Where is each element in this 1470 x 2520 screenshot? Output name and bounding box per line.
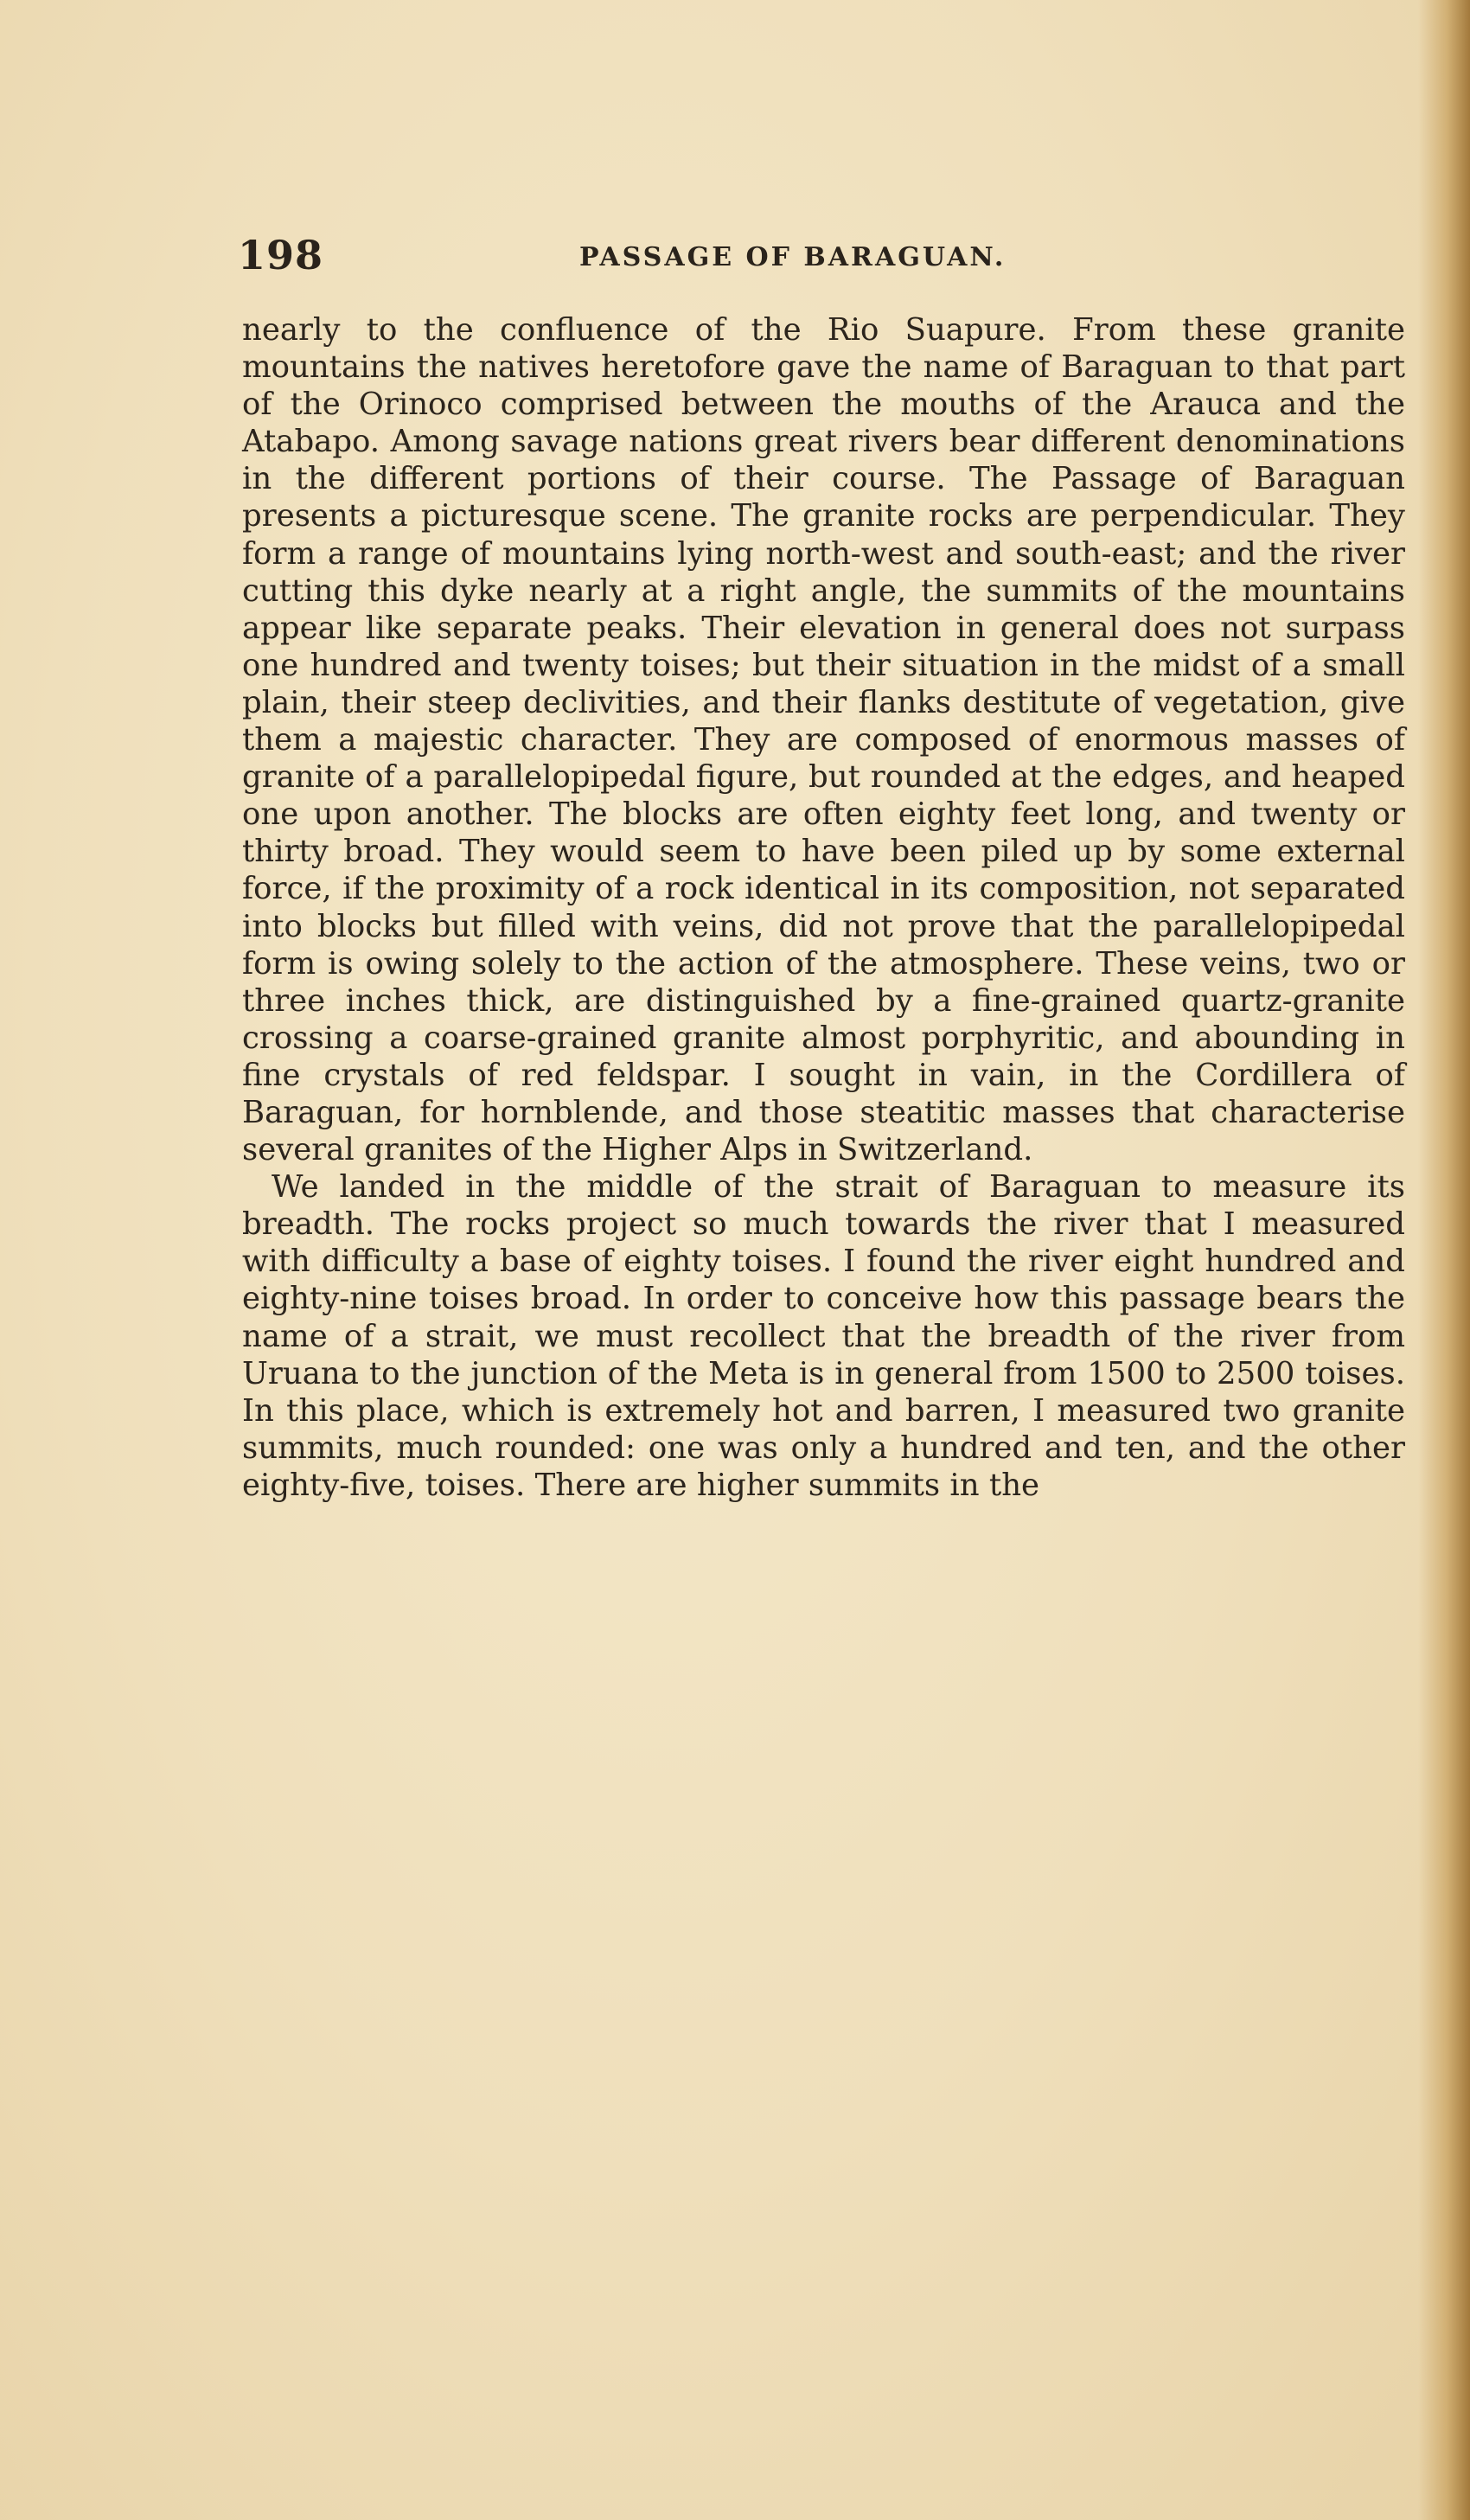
page-edge-shading xyxy=(1418,0,1470,2520)
paragraph-2: We landed in the middle of the strait of Baraguan to measure its breadth. The rocks project so much towards the river that I measured with difficulty a base of eighty toises. I found the river eight hundred and eighty-nine toises broad. In order to conceive how this passage bears the name of a strait, we must recollect that the breadth of the river from Uruana to the junction of the Meta is in general from 1500 to 2500 toises. In this place, which is extremely hot and barren, I measured two granite summits, much rounded: one was only a hundred and ten, and the other eighty-five, toises. There are higher summits in the xyxy=(242,1169,1405,1503)
body-text xyxy=(242,311,1405,1504)
running-title: PASSAGE OF BARAGUAN. xyxy=(579,242,1007,272)
paragraph-1: nearly to the confluence of the Rio Suapure. From these granite mountains the natives heretofore gave the name of Baraguan to that part of the Orinoco comprised between the mouths of the Arauca and the Atabapo. Among savage nations great rivers bear different denominations in the different portions of their course. The Passage of Baraguan presents a picturesque scene. The granite rocks are perpendicular. They form a range of mountains lying north-west and south-east; and the river cutting this dyke nearly at a right angle, the summits of the mountains appear like separate peaks. Their elevation in general does not surpass one hundred and twenty toises; but their situation in the midst of a small plain, their steep declivities, and their flanks destitute of vegetation, give them a majestic character. They are composed of enormous masses of granite of a parallelopipedal figure, but rounded at the edges, and heaped one upon another. The blocks are often eighty feet long, and twenty or thirty broad. They would seem to have been piled up by some external force, if the proximity of a rock identical in its composition, not separated into blocks but filled with veins, did not prove that the parallelopipedal form is owing solely to the action of the atmosphere. These veins, two or three inches thick, are distinguished by a fine-grained quartz-granite crossing a coarse-grained granite almost porphyritic, and abounding in fine crystals of red feldspar. I sought in vain, in the Cordillera of Baraguan, for hornblende, and those steatitic masses that characterise several granites of the Higher Alps in Switzerland. xyxy=(242,312,1405,1168)
page-header xyxy=(238,232,1396,284)
page-number: 198 xyxy=(238,232,324,278)
